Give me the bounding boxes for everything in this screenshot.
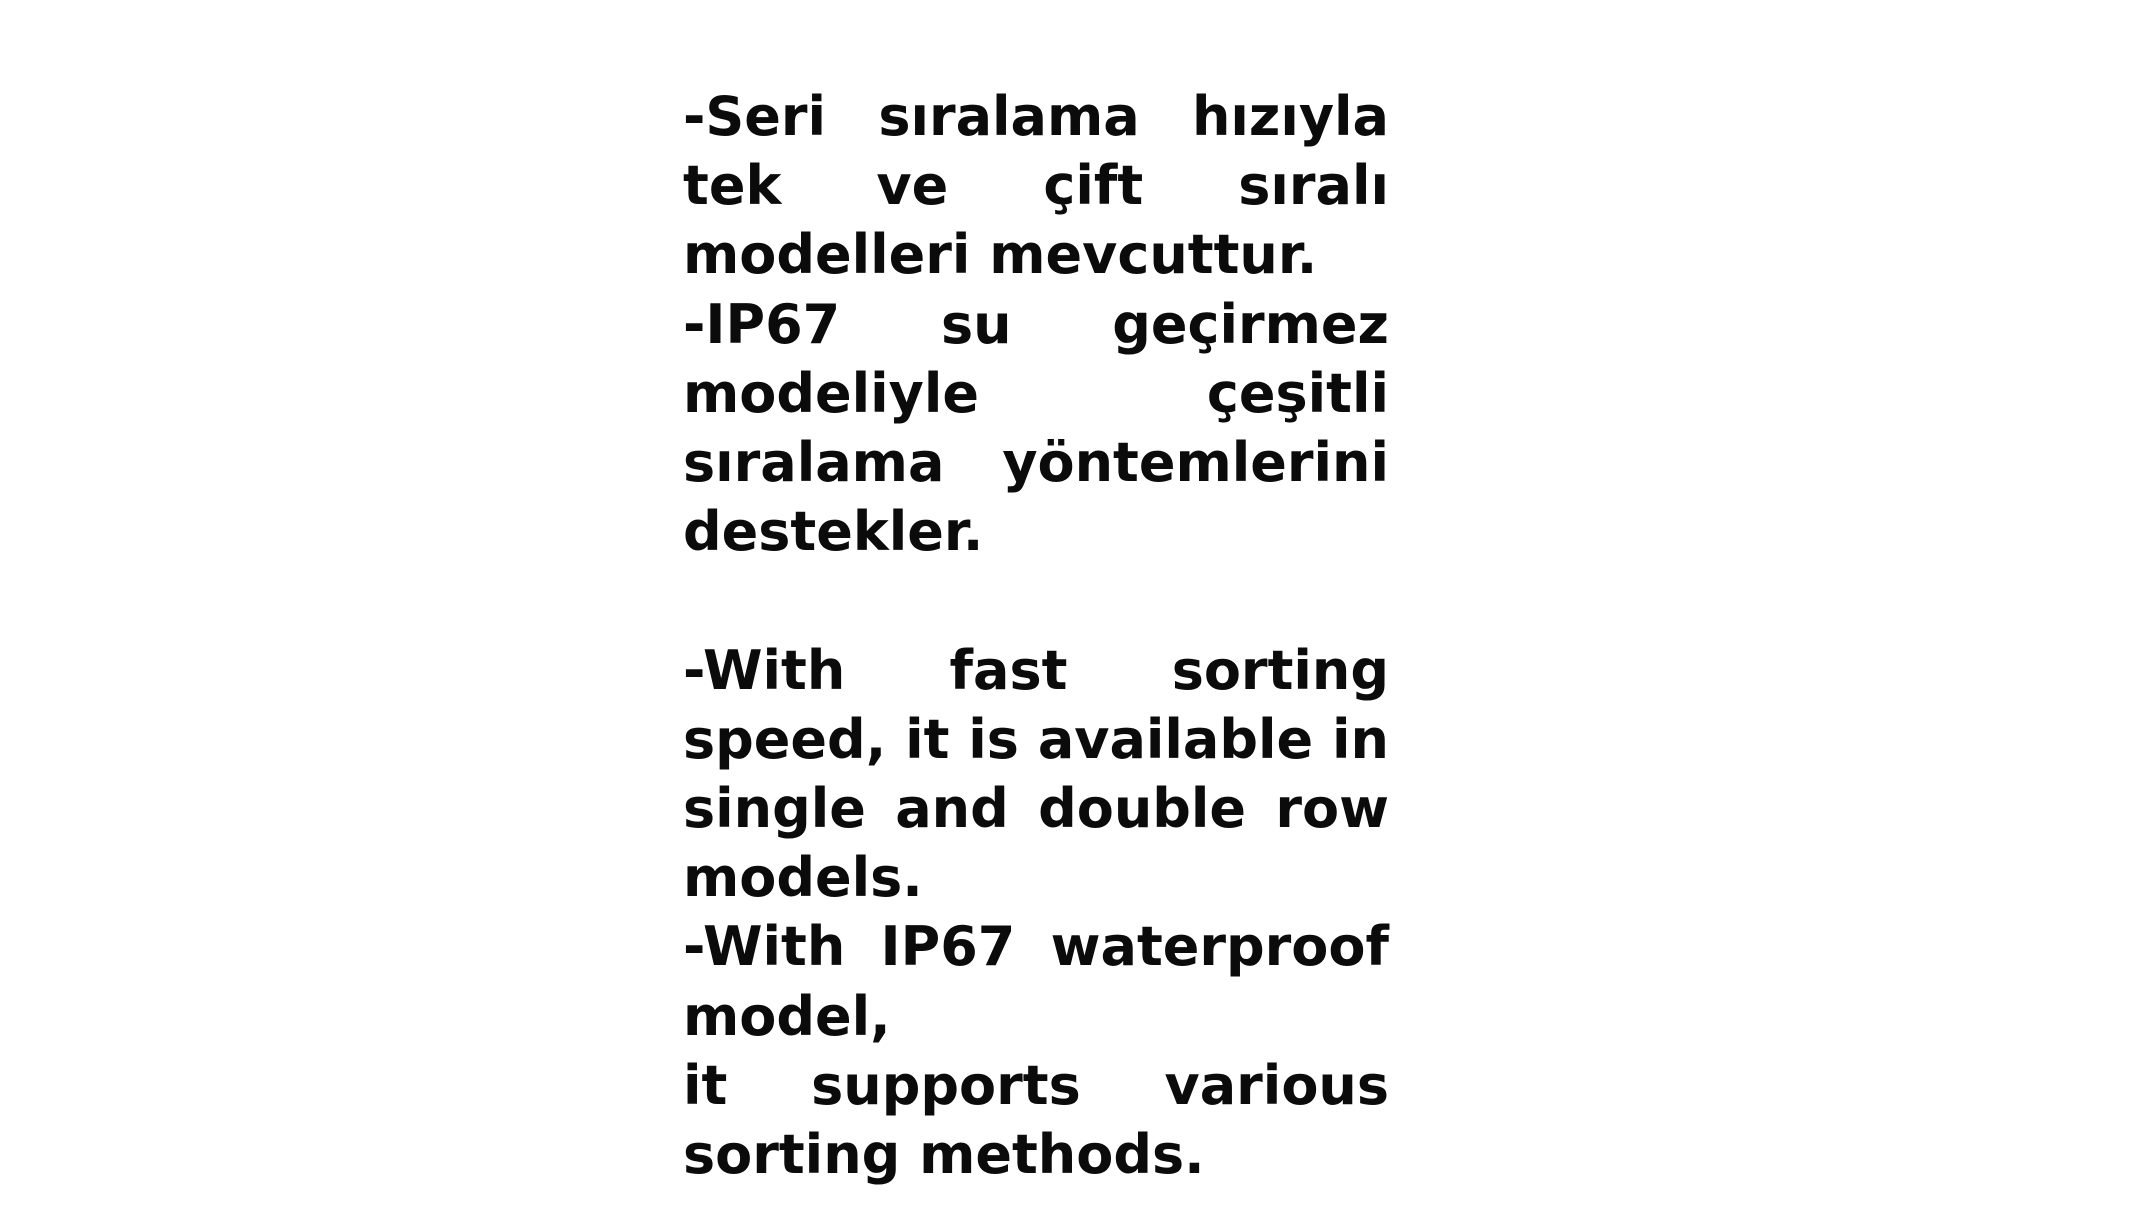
english-feature-sorting-speed	[683, 636, 1389, 913]
english-feature-waterproof	[683, 912, 1389, 1050]
text-line: -IP67 su geçirmez	[683, 292, 1389, 356]
text-line: single and double row	[683, 777, 1389, 841]
text-line: tek ve çift sıralı	[683, 154, 1389, 218]
english-feature-sorting-methods	[683, 1051, 1389, 1189]
text-line: model,	[683, 984, 891, 1048]
text-line: destekler.	[683, 500, 984, 564]
turkish-feature-waterproof	[683, 290, 1389, 567]
turkish-feature-sorting-speed	[683, 82, 1389, 290]
text-line: sorting methods.	[683, 1123, 1205, 1187]
paragraph-spacer	[683, 566, 1389, 635]
text-line: models.	[683, 846, 923, 910]
text-line: -Seri sıralama hızıyla	[683, 85, 1389, 148]
product-description	[683, 82, 1389, 1189]
text-line: speed, it is available in	[683, 707, 1389, 771]
text-line: sıralama yöntemlerini	[683, 431, 1389, 495]
text-line: -With fast sorting	[683, 638, 1389, 702]
text-line: -With IP67 waterproof	[683, 915, 1389, 979]
text-line: it supports various	[683, 1053, 1389, 1117]
text-line: modelleri mevcuttur.	[683, 223, 1318, 287]
text-line: modeliyle çeşitli	[683, 361, 1389, 425]
